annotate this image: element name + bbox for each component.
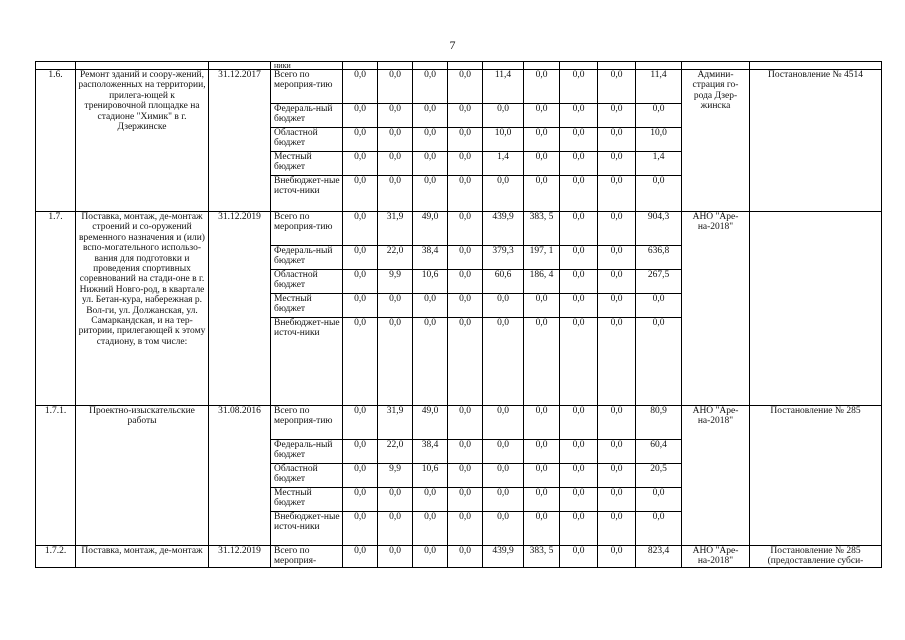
value-cell: 10,0 bbox=[636, 128, 682, 152]
value-cell: 0,0 bbox=[448, 488, 483, 512]
value-cell: 0,0 bbox=[598, 246, 636, 270]
value-cell: 0,0 bbox=[343, 318, 378, 406]
row-label: Всего по мероприя-тию bbox=[271, 406, 343, 440]
value-cell: 0,0 bbox=[343, 440, 378, 464]
value-cell: 0,0 bbox=[413, 294, 448, 318]
value-cell: 0,0 bbox=[598, 406, 636, 440]
value-cell: 0,0 bbox=[560, 246, 598, 270]
value-cell: 9,9 bbox=[378, 270, 413, 294]
value-cell: 0,0 bbox=[413, 70, 448, 104]
value-cell: 186, 4 bbox=[524, 270, 560, 294]
value-cell: 0,0 bbox=[560, 512, 598, 546]
value-cell: 0,0 bbox=[483, 440, 524, 464]
item-date: 31.12.2019 bbox=[209, 546, 271, 568]
value-cell: 0,0 bbox=[560, 176, 598, 212]
value-cell: 0,0 bbox=[636, 318, 682, 406]
value-cell: 0,0 bbox=[378, 318, 413, 406]
value-cell: 11,4 bbox=[483, 70, 524, 104]
value-cell: 0,0 bbox=[598, 176, 636, 212]
value-cell: 0,0 bbox=[448, 246, 483, 270]
value-cell: 0,0 bbox=[448, 212, 483, 246]
page-number: 7 bbox=[449, 38, 456, 52]
value-cell: 0,0 bbox=[343, 104, 378, 128]
value-cell: 11,4 bbox=[636, 70, 682, 104]
row-label: Федераль-ный бюджет bbox=[271, 246, 343, 270]
value-cell: 0,0 bbox=[343, 128, 378, 152]
value-cell: 0,0 bbox=[560, 294, 598, 318]
value-cell: 439,9 bbox=[483, 546, 524, 568]
row-label: Федераль-ный бюджет bbox=[271, 104, 343, 128]
row-label: Областной бюджет bbox=[271, 128, 343, 152]
item-name: Поставка, монтаж, де-монтаж строений и со-оружений временного назначения и (или) вспо-могательного использо-вания для подготовки и проведения спортивных соревнований на стади-оне в г. Нижний Новго-род, в квартале ул. Бетан-кура, набережная р. Вол-ги, ул. Должанская, ул. Самаркандская, и на тер-ритории, прилегающей к этому стадиону, в том числе: bbox=[76, 212, 209, 406]
value-cell: 22,0 bbox=[378, 440, 413, 464]
value-cell: 0,0 bbox=[448, 70, 483, 104]
value-cell: 0,0 bbox=[524, 128, 560, 152]
value-cell: 0,0 bbox=[560, 152, 598, 176]
value-cell: 0,0 bbox=[598, 104, 636, 128]
item-number: 1.7.2. bbox=[36, 546, 76, 568]
value-cell: 0,0 bbox=[448, 128, 483, 152]
value-cell: 0,0 bbox=[560, 318, 598, 406]
value-cell: 0,0 bbox=[448, 546, 483, 568]
table-row bbox=[36, 212, 882, 246]
value-cell: 0,0 bbox=[524, 488, 560, 512]
value-cell: 0,0 bbox=[636, 512, 682, 546]
value-cell: 197, 1 bbox=[524, 246, 560, 270]
value-cell: 0,0 bbox=[598, 128, 636, 152]
value-cell: 0,0 bbox=[413, 128, 448, 152]
row-label-fragment: ники bbox=[271, 62, 343, 70]
table-row bbox=[36, 546, 882, 568]
table-body bbox=[36, 62, 882, 568]
value-cell: 0,0 bbox=[483, 294, 524, 318]
value-cell: 0,0 bbox=[598, 440, 636, 464]
value-cell: 31,9 bbox=[378, 406, 413, 440]
value-cell: 0,0 bbox=[524, 104, 560, 128]
value-cell: 0,0 bbox=[413, 104, 448, 128]
value-cell: 22,0 bbox=[378, 246, 413, 270]
value-cell: 0,0 bbox=[378, 488, 413, 512]
value-cell: 0,0 bbox=[636, 176, 682, 212]
value-cell: 0,0 bbox=[413, 488, 448, 512]
value-cell: 0,0 bbox=[524, 294, 560, 318]
item-name: Проектно-изыскательские работы bbox=[76, 406, 209, 546]
value-cell: 0,0 bbox=[598, 212, 636, 246]
value-cell: 49,0 bbox=[413, 406, 448, 440]
value-cell: 0,0 bbox=[598, 464, 636, 488]
item-basis: Постановление № 285 bbox=[750, 406, 882, 546]
value-cell: 0,0 bbox=[343, 212, 378, 246]
value-cell: 0,0 bbox=[598, 546, 636, 568]
row-label: Всего по мероприя-тию bbox=[271, 212, 343, 246]
value-cell: 0,0 bbox=[378, 152, 413, 176]
value-cell: 38,4 bbox=[413, 440, 448, 464]
value-cell: 0,0 bbox=[560, 406, 598, 440]
item-date: 31.12.2017 bbox=[209, 70, 271, 212]
table-row bbox=[36, 70, 882, 104]
item-date: 31.12.2019 bbox=[209, 212, 271, 406]
row-label: Областной бюджет bbox=[271, 270, 343, 294]
value-cell: 0,0 bbox=[636, 104, 682, 128]
table-row bbox=[36, 406, 882, 440]
value-cell: 0,0 bbox=[378, 294, 413, 318]
value-cell: 0,0 bbox=[598, 488, 636, 512]
value-cell: 0,0 bbox=[524, 440, 560, 464]
value-cell: 0,0 bbox=[524, 464, 560, 488]
item-basis: Постановление № 285 (предоставление субси- bbox=[750, 546, 882, 568]
value-cell: 0,0 bbox=[483, 406, 524, 440]
item-executor: АНО "Аре-на-2018" bbox=[682, 546, 750, 568]
value-cell: 0,0 bbox=[378, 70, 413, 104]
item-executor: Админи-страция го-рода Дзер-жинска bbox=[682, 70, 750, 212]
value-cell: 0,0 bbox=[448, 152, 483, 176]
item-number: 1.7.1. bbox=[36, 406, 76, 546]
value-cell: 0,0 bbox=[378, 104, 413, 128]
value-cell: 80,9 bbox=[636, 406, 682, 440]
item-name: Поставка, монтаж, де-монтаж bbox=[76, 546, 209, 568]
value-cell: 0,0 bbox=[448, 512, 483, 546]
value-cell: 0,0 bbox=[343, 488, 378, 512]
value-cell: 0,0 bbox=[413, 546, 448, 568]
value-cell: 0,0 bbox=[378, 176, 413, 212]
value-cell: 0,0 bbox=[560, 212, 598, 246]
value-cell: 0,0 bbox=[343, 152, 378, 176]
value-cell: 0,0 bbox=[560, 128, 598, 152]
row-label: Федераль-ный бюджет bbox=[271, 440, 343, 464]
value-cell: 60,4 bbox=[636, 440, 682, 464]
value-cell: 0,0 bbox=[560, 464, 598, 488]
value-cell: 0,0 bbox=[343, 176, 378, 212]
value-cell: 383, 5 bbox=[524, 546, 560, 568]
value-cell: 0,0 bbox=[413, 318, 448, 406]
value-cell: 0,0 bbox=[448, 406, 483, 440]
item-date: 31.08.2016 bbox=[209, 406, 271, 546]
value-cell: 0,0 bbox=[560, 70, 598, 104]
value-cell: 10,6 bbox=[413, 270, 448, 294]
value-cell: 0,0 bbox=[483, 512, 524, 546]
value-cell: 904,3 bbox=[636, 212, 682, 246]
value-cell: 0,0 bbox=[560, 270, 598, 294]
row-label: Внебюджет-ные источ-ники bbox=[271, 512, 343, 546]
row-label: Местный бюджет bbox=[271, 152, 343, 176]
value-cell: 10,6 bbox=[413, 464, 448, 488]
value-cell: 0,0 bbox=[483, 488, 524, 512]
value-cell: 0,0 bbox=[448, 104, 483, 128]
value-cell: 10,0 bbox=[483, 128, 524, 152]
value-cell: 0,0 bbox=[448, 440, 483, 464]
row-label: Местный бюджет bbox=[271, 294, 343, 318]
value-cell: 0,0 bbox=[636, 488, 682, 512]
funding-table bbox=[35, 61, 882, 568]
value-cell: 20,5 bbox=[636, 464, 682, 488]
value-cell: 267,5 bbox=[636, 270, 682, 294]
row-label: Внебюджет-ные источ-ники bbox=[271, 176, 343, 212]
value-cell: 0,0 bbox=[524, 406, 560, 440]
item-basis bbox=[750, 212, 882, 406]
value-cell: 0,0 bbox=[413, 152, 448, 176]
value-cell: 38,4 bbox=[413, 246, 448, 270]
value-cell: 0,0 bbox=[378, 512, 413, 546]
value-cell: 0,0 bbox=[343, 546, 378, 568]
value-cell: 0,0 bbox=[343, 270, 378, 294]
value-cell: 0,0 bbox=[448, 464, 483, 488]
value-cell: 0,0 bbox=[413, 512, 448, 546]
value-cell: 0,0 bbox=[483, 104, 524, 128]
value-cell: 0,0 bbox=[598, 318, 636, 406]
value-cell: 0,0 bbox=[483, 464, 524, 488]
value-cell: 9,9 bbox=[378, 464, 413, 488]
value-cell: 0,0 bbox=[524, 512, 560, 546]
item-name: Ремонт зданий и соору-жений, расположенных на территории, прилега-ющей к тренировочной площадке на стадионе "Химик" в г. Дзержинске bbox=[76, 70, 209, 212]
item-basis: Постановление № 4514 bbox=[750, 70, 882, 212]
value-cell: 0,0 bbox=[343, 70, 378, 104]
value-cell: 0,0 bbox=[343, 464, 378, 488]
value-cell: 0,0 bbox=[448, 318, 483, 406]
value-cell: 0,0 bbox=[378, 546, 413, 568]
value-cell: 0,0 bbox=[598, 270, 636, 294]
value-cell: 0,0 bbox=[524, 176, 560, 212]
row-label: Областной бюджет bbox=[271, 464, 343, 488]
value-cell: 383, 5 bbox=[524, 212, 560, 246]
row-label: Местный бюджет bbox=[271, 488, 343, 512]
row-label: Всего по мероприя-тию bbox=[271, 70, 343, 104]
item-executor: АНО "Аре-на-2018" bbox=[682, 406, 750, 546]
value-cell: 31,9 bbox=[378, 212, 413, 246]
value-cell: 0,0 bbox=[598, 70, 636, 104]
value-cell: 0,0 bbox=[524, 318, 560, 406]
value-cell: 0,0 bbox=[598, 152, 636, 176]
value-cell: 439,9 bbox=[483, 212, 524, 246]
table-row bbox=[36, 62, 882, 70]
value-cell: 0,0 bbox=[343, 406, 378, 440]
value-cell: 636,8 bbox=[636, 246, 682, 270]
value-cell: 379,3 bbox=[483, 246, 524, 270]
row-label: Внебюджет-ные источ-ники bbox=[271, 318, 343, 406]
value-cell: 0,0 bbox=[448, 294, 483, 318]
value-cell: 0,0 bbox=[560, 440, 598, 464]
value-cell: 0,0 bbox=[560, 546, 598, 568]
value-cell: 0,0 bbox=[483, 318, 524, 406]
value-cell: 0,0 bbox=[598, 294, 636, 318]
value-cell: 0,0 bbox=[524, 152, 560, 176]
item-number: 1.6. bbox=[36, 70, 76, 212]
value-cell: 0,0 bbox=[483, 176, 524, 212]
value-cell: 0,0 bbox=[448, 176, 483, 212]
value-cell: 823,4 bbox=[636, 546, 682, 568]
item-executor: АНО "Аре-на-2018" bbox=[682, 212, 750, 406]
item-number: 1.7. bbox=[36, 212, 76, 406]
value-cell: 0,0 bbox=[560, 104, 598, 128]
value-cell: 60,6 bbox=[483, 270, 524, 294]
value-cell: 0,0 bbox=[343, 246, 378, 270]
value-cell: 0,0 bbox=[448, 270, 483, 294]
value-cell: 1,4 bbox=[483, 152, 524, 176]
value-cell: 0,0 bbox=[413, 176, 448, 212]
value-cell: 0,0 bbox=[598, 512, 636, 546]
row-label: Всего по мероприя- bbox=[271, 546, 343, 568]
value-cell: 0,0 bbox=[343, 512, 378, 546]
value-cell: 49,0 bbox=[413, 212, 448, 246]
value-cell: 1,4 bbox=[636, 152, 682, 176]
value-cell: 0,0 bbox=[524, 70, 560, 104]
value-cell: 0,0 bbox=[636, 294, 682, 318]
value-cell: 0,0 bbox=[343, 294, 378, 318]
value-cell: 0,0 bbox=[378, 128, 413, 152]
value-cell: 0,0 bbox=[560, 488, 598, 512]
